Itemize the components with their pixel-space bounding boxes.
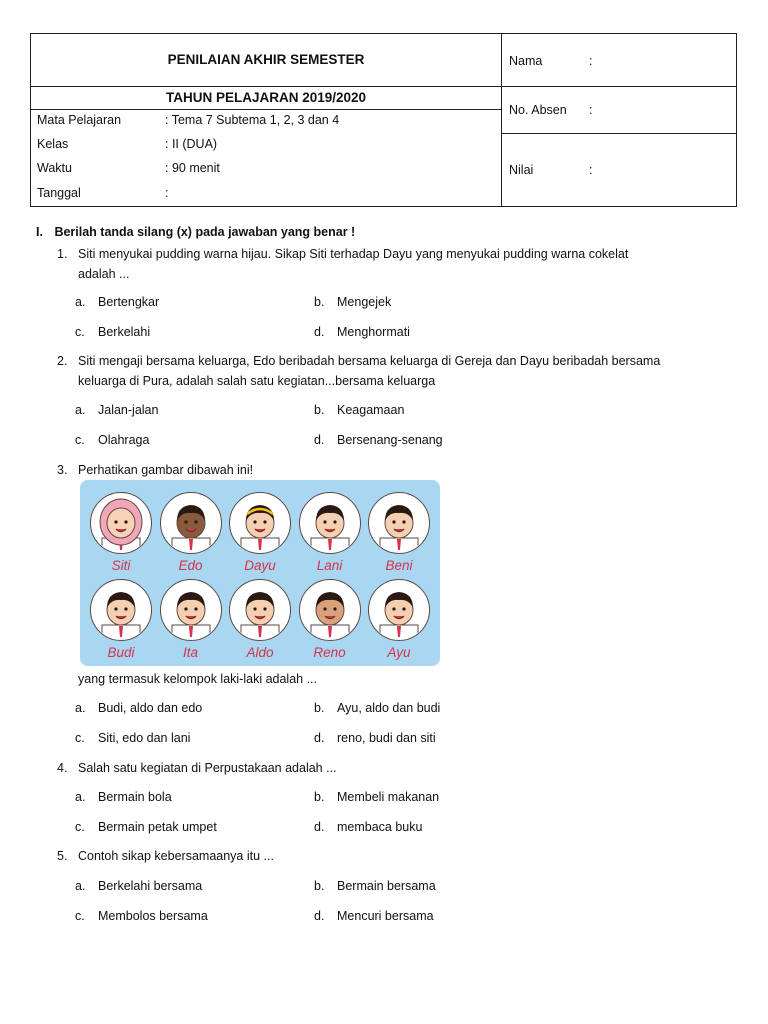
child-name-label: Ayu: [387, 645, 411, 660]
child-name-label: Beni: [385, 558, 413, 573]
question-text: Perhatikan gambar dibawah ini!: [78, 463, 254, 477]
option-letter: a.: [75, 879, 86, 893]
children-picture: [80, 480, 440, 666]
option-letter: a.: [75, 701, 86, 715]
question-number: 4.: [57, 761, 68, 775]
field-value: :: [165, 186, 169, 200]
score-field[interactable]: :: [589, 163, 593, 177]
child-face-icon: [299, 492, 361, 554]
absen-field[interactable]: :: [589, 103, 593, 117]
option-text: Bersenang-senang: [337, 433, 443, 447]
option-letter: c.: [75, 433, 85, 447]
option-letter: b.: [314, 701, 325, 715]
option-text: Berkelahi: [98, 325, 151, 339]
child-name-label: Edo: [178, 558, 203, 573]
question-number: 1.: [57, 247, 68, 261]
child-name-label: Siti: [111, 558, 131, 573]
header-rule: [31, 86, 501, 87]
field-label: Waktu: [37, 161, 72, 175]
question-text-cont: adalah ...: [78, 267, 130, 281]
school-year: TAHUN PELAJARAN 2019/2020: [165, 90, 367, 105]
child-face-icon: [368, 492, 430, 554]
instruction-text: Berilah tanda silang (x) pada jawaban yang benar !: [54, 225, 356, 239]
field-value: : Tema 7 Subtema 1, 2, 3 dan 4: [165, 113, 340, 127]
option-text: reno, budi dan siti: [337, 731, 436, 745]
option-letter: b.: [314, 879, 325, 893]
option-letter: c.: [75, 731, 85, 745]
question-text: Contoh sikap kebersamaanya itu ...: [78, 849, 274, 863]
question-text: Siti mengaji bersama keluarga, Edo beribadah bersama keluarga di Gereja dan Dayu beribadah bersama: [78, 354, 661, 368]
child-name-label: Dayu: [244, 558, 276, 573]
section-instruction: [36, 225, 355, 239]
question-text-cont: keluarga di Pura, adalah salah satu kegiatan...bersama keluarga: [78, 374, 436, 388]
option-letter: b.: [314, 295, 325, 309]
field-label: Kelas: [37, 137, 69, 151]
option-letter: a.: [75, 295, 86, 309]
option-letter: a.: [75, 790, 86, 804]
absen-label: No. Absen: [509, 103, 567, 117]
option-letter: c.: [75, 325, 85, 339]
header-rule: [31, 109, 501, 110]
option-text: Siti, edo dan lani: [98, 731, 191, 745]
field-label: Mata Pelajaran: [37, 113, 122, 127]
field-label: Tanggal: [37, 186, 81, 200]
question-number: 5.: [57, 849, 68, 863]
option-letter: d.: [314, 820, 325, 834]
exam-title: PENILAIAN AKHIR SEMESTER: [167, 52, 365, 67]
name-field[interactable]: :: [589, 54, 593, 68]
option-letter: d.: [314, 909, 325, 923]
section-number: I.: [36, 225, 43, 239]
option-text: Berkelahi bersama: [98, 879, 203, 893]
option-text: Membolos bersama: [98, 909, 208, 923]
question-number: 3.: [57, 463, 68, 477]
option-text: Menghormati: [337, 325, 410, 339]
header-rule: [501, 133, 736, 134]
option-text: Membeli makanan: [337, 790, 440, 804]
header-rule: [501, 86, 736, 87]
option-text: Bermain bola: [98, 790, 172, 804]
option-text: Keagamaan: [337, 403, 405, 417]
child-face-icon: [229, 492, 291, 554]
option-text: Bermain petak umpet: [98, 820, 217, 834]
child-face-icon: [160, 579, 222, 641]
option-letter: d.: [314, 731, 325, 745]
child-face-icon: [299, 579, 361, 641]
option-letter: c.: [75, 820, 85, 834]
option-text: Mencuri bersama: [337, 909, 434, 923]
option-letter: a.: [75, 403, 86, 417]
option-letter: d.: [314, 433, 325, 447]
child-name-label: Reno: [313, 645, 346, 660]
option-text: Jalan-jalan: [98, 403, 159, 417]
option-text: Ayu, aldo dan budi: [337, 701, 441, 715]
child-name-label: Lani: [316, 558, 343, 573]
child-face-icon: [90, 579, 152, 641]
name-label: Nama: [509, 54, 543, 68]
child-face-icon: [368, 579, 430, 641]
question-text-cont: yang termasuk kelompok laki-laki adalah ...: [78, 672, 318, 686]
option-text: Bermain bersama: [337, 879, 436, 893]
child-face-icon: [229, 579, 291, 641]
option-letter: d.: [314, 325, 325, 339]
child-name-label: Aldo: [246, 645, 274, 660]
header-table: [30, 33, 737, 207]
question-number: 2.: [57, 354, 68, 368]
option-text: Mengejek: [337, 295, 392, 309]
child-name-label: Ita: [182, 645, 198, 660]
header-divider: [501, 34, 502, 206]
option-text: membaca buku: [337, 820, 423, 834]
field-value: : II (DUA): [165, 137, 218, 151]
question-text: Salah satu kegiatan di Perpustakaan adalah ...: [78, 761, 337, 775]
option-letter: b.: [314, 403, 325, 417]
field-value: : 90 menit: [165, 161, 220, 175]
option-text: Budi, aldo dan edo: [98, 701, 203, 715]
question-text: Siti menyukai pudding warna hijau. Sikap Siti terhadap Dayu yang menyukai pudding warna cokelat: [78, 247, 629, 261]
child-face-icon: [160, 492, 222, 554]
child-face-icon: [90, 492, 152, 554]
score-label: Nilai: [509, 163, 534, 177]
child-name-label: Budi: [107, 645, 135, 660]
option-letter: b.: [314, 790, 325, 804]
option-text: Olahraga: [98, 433, 150, 447]
option-text: Bertengkar: [98, 295, 160, 309]
option-letter: c.: [75, 909, 85, 923]
